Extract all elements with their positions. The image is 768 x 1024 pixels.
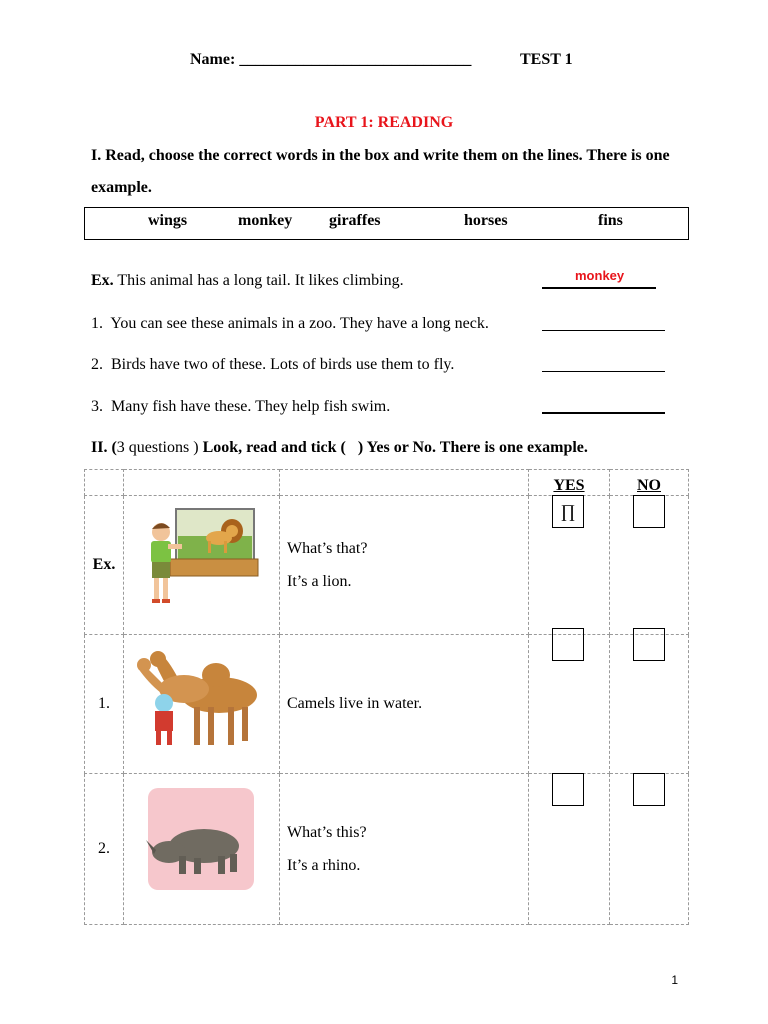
section1-instruction: I. Read, choose the correct words in the box and write them on the lines. There is one example. — [91, 147, 670, 196]
section2-instruction-a: Look, read and tick ( — [198, 439, 346, 456]
yes-cell — [529, 774, 610, 925]
no-checkbox[interactable] — [633, 628, 665, 661]
rhino-image — [124, 774, 279, 919]
row-text-cell — [280, 496, 529, 635]
row-label: 1. — [85, 635, 124, 774]
question-number: 3. — [91, 398, 103, 415]
yes-checkbox[interactable]: ∏ — [552, 495, 584, 528]
word-box-item: monkey — [238, 212, 293, 229]
row-text-cell — [280, 635, 529, 774]
yes-checkbox[interactable] — [552, 773, 584, 806]
boy-lion-image — [124, 496, 279, 629]
camels-image — [124, 635, 279, 768]
example-answer-line — [542, 287, 656, 289]
question-2 — [91, 356, 454, 374]
row-line: It’s a rhino. — [287, 857, 361, 874]
example-prefix: Ex. — [91, 272, 114, 289]
word-box-item: horses — [464, 212, 508, 229]
answer-line-2[interactable] — [542, 371, 665, 372]
yes-cell — [529, 635, 610, 774]
row-line: What’s that? — [287, 540, 368, 557]
yes-cell — [529, 496, 610, 635]
section2-heading — [91, 439, 588, 457]
question-text: Many fish have these. They help fish swim. — [111, 398, 391, 415]
section2-instruction-b: ) Yes or No. There is one example. — [357, 439, 588, 456]
answer-line-1[interactable] — [542, 330, 665, 331]
example-text: This animal has a long tail. It likes climbing. — [117, 272, 404, 289]
no-checkbox[interactable] — [633, 773, 665, 806]
no-cell — [610, 635, 689, 774]
question-1 — [91, 315, 489, 333]
row-label: Ex. — [85, 496, 124, 635]
camel-image-cell — [124, 635, 280, 774]
row-text-cell — [280, 774, 529, 925]
question-number: 1. — [91, 315, 103, 332]
test-label: TEST 1 — [520, 51, 573, 68]
row-line: Camels live in water. — [287, 695, 423, 712]
question-number: 2. — [91, 356, 103, 373]
word-box-item: wings — [148, 212, 188, 229]
tick-table — [84, 469, 689, 925]
row-line: It’s a lion. — [287, 573, 352, 590]
lion-image-cell — [124, 496, 280, 635]
page-number: 1 — [671, 973, 678, 987]
yes-checkbox[interactable] — [552, 628, 584, 661]
part-title: PART 1: READING — [314, 114, 454, 131]
word-box-item: fins — [598, 212, 623, 229]
word-box — [84, 207, 689, 240]
row-label: 2. — [85, 774, 124, 925]
word-box-item: giraffes — [329, 212, 381, 229]
yes-header: YES — [529, 470, 610, 496]
no-checkbox[interactable] — [633, 495, 665, 528]
no-cell — [610, 774, 689, 925]
example-question — [91, 272, 404, 290]
question-text: Birds have two of these. Lots of birds use them to fly. — [111, 356, 455, 373]
section2-count: 3 questions ) — [116, 439, 199, 456]
question-3 — [91, 398, 390, 416]
example-answer: monkey — [575, 268, 625, 283]
no-cell — [610, 496, 689, 635]
rhino-image-cell — [124, 774, 280, 925]
answer-line-3[interactable] — [542, 412, 665, 414]
question-text: You can see these animals in a zoo. They have a long neck. — [110, 315, 489, 332]
name-label: Name: _____________________________ — [190, 51, 472, 68]
row-line: What’s this? — [287, 824, 367, 841]
no-header: NO — [610, 470, 689, 496]
section2-number: II. ( — [91, 439, 117, 456]
